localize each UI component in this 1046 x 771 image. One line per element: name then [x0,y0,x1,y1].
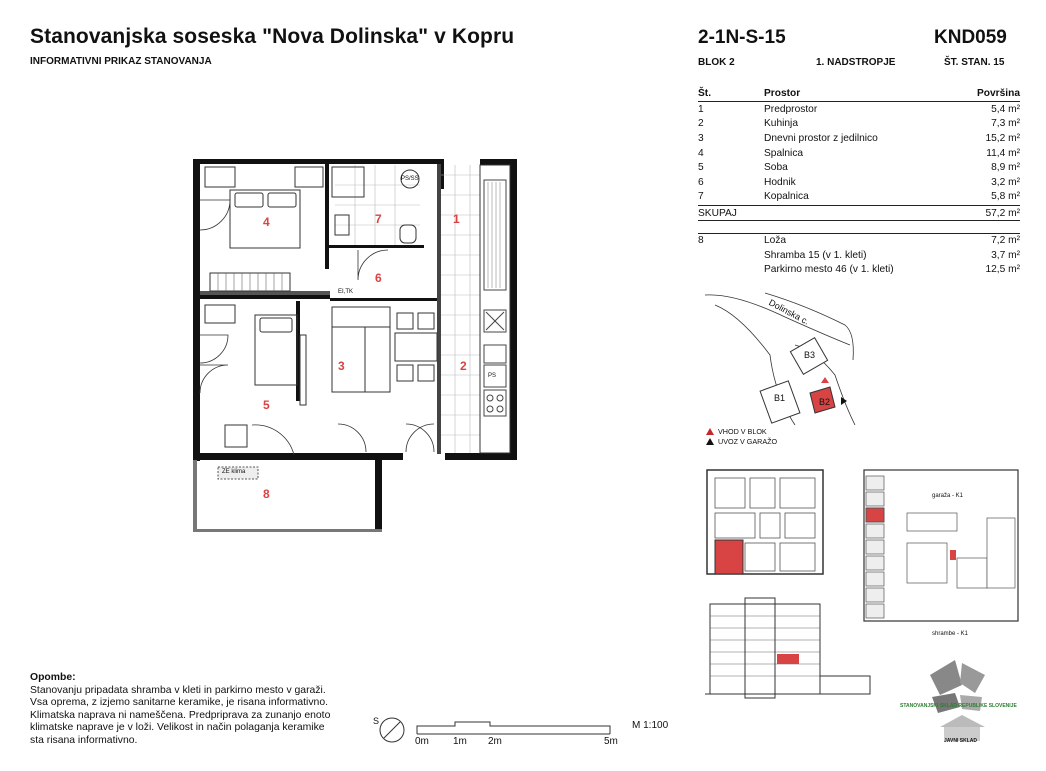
street-label: Dolinska c. [767,297,811,327]
scale-ratio: M 1:100 [632,720,669,731]
garage-label: garaža - K1 [932,493,964,499]
legend-garage-text: UVOZ V GARAŽO [718,437,778,446]
row-room: Kuhinja [764,118,798,130]
floor-mini-plan-drawing [705,468,825,578]
notes-title: Opombe: [30,672,76,683]
table-row [698,248,1020,263]
table-row [698,146,1020,161]
knd-code: KND059 [934,27,1007,48]
section-mini-plan-drawing [705,596,875,706]
legend-entrance-text: VHOD V BLOK [718,427,767,436]
ps-label: PS [488,373,497,379]
row-area: 12,5 m² [985,264,1020,276]
table-row [698,190,1020,205]
row-room: Predprostor [764,103,818,115]
block-b1-label: B1 [774,393,786,403]
table-row [698,262,1020,277]
page-title: Stanovanjska soseska "Nova Dolinska" v Kopru [30,25,515,48]
scale-tick-1: 1m [453,736,467,747]
scale-tick-2: 2m [488,736,502,747]
page-subtitle: INFORMATIVNI PRIKAZ STANOVANJA [30,56,212,67]
block-label: BLOK 2 [698,57,735,68]
table-row [698,175,1020,190]
table-row [698,117,1020,132]
table-total-row [698,205,1020,221]
row-area: 7,3 m² [991,118,1020,130]
notes [30,672,360,748]
room-table [698,86,1020,277]
row-area: 7,2 m² [991,235,1020,247]
notes-line: klimatske naprave je v loži. Velikost in način polaganja keramike [30,722,325,734]
total-area: 57,2 m² [985,207,1020,219]
col-header-room: Prostor [764,88,801,99]
legend-entrance [706,427,777,437]
col-header-no: Št. [698,88,712,99]
table-row [698,160,1020,175]
row-no: 1 [698,103,704,115]
room-number-1: 1 [453,212,460,226]
scale-bar [370,712,680,752]
row-no: 6 [698,176,704,188]
total-label: SKUPAJ [698,207,737,219]
logo [900,655,1022,750]
block-b2-label: B2 [819,397,831,407]
row-room: Kopalnica [764,191,809,203]
legend-garage [706,437,777,447]
row-room: Spalnica [764,147,804,159]
section-mini-plan [705,596,875,706]
row-area: 5,8 m² [991,191,1020,203]
room-number-6: 6 [375,271,382,285]
room-number-8: 8 [263,487,270,501]
row-room: Parkirno mesto 46 (v 1. kleti) [764,264,894,276]
table-row [698,233,1020,248]
logo-bottom-text: JAVNI SKLAD [944,738,977,744]
notes-line: Stanovanju pripadata shramba v kleti in parkirno mesto v garaži. [30,684,326,696]
row-no: 2 [698,118,704,130]
logo-top-text: STANOVANJSKI SKLAD REPUBLIKE SLOVENIJE [900,703,1017,709]
table-row [698,102,1020,117]
entrance-triangle-icon [706,428,714,435]
room-number-2: 2 [460,359,467,373]
row-area: 15,2 m² [985,132,1020,144]
notes-line: Klimatska naprava ni nameščena. Predpriprava za zunanjo enoto [30,709,331,721]
unit-code: 2-1N-S-15 [698,27,786,48]
notes-line: Vsa oprema, z izjemo sanitarne keramike, je risana informativno. [30,697,328,709]
floor-plan [190,155,520,535]
room-number-4: 4 [263,215,270,229]
ps-ss-label: PS/SS [401,176,419,182]
col-header-area: Površina [976,88,1020,99]
row-room: Dnevni prostor z jedilnico [764,132,878,144]
row-no: 3 [698,132,704,144]
row-area: 11,4 m² [986,147,1020,159]
ze-klima-label: ZE klima [222,469,246,475]
row-no: 7 [698,191,704,203]
floor-label: 1. NADSTROPJE [816,57,896,68]
site-map [695,285,865,425]
room-number-5: 5 [263,398,270,412]
row-room: Shramba 15 (v 1. kleti) [764,249,867,261]
floor-plan-drawing [190,155,520,535]
garage-mini-plan-drawing [862,468,1020,623]
ei-tk-label: EI,TK [338,289,354,295]
room-number-3: 3 [338,359,345,373]
row-area: 5,4 m² [991,103,1020,115]
storage-label: shrambe - K1 [932,631,969,637]
garage-mini-plan [862,468,1020,637]
row-room: Loža [764,235,787,247]
notes-line: sta risana informativno. [30,734,138,746]
table-header-row [698,86,1020,102]
unit-number-label: ŠT. STAN. 15 [944,57,1005,68]
row-no: 8 [698,235,704,247]
row-area: 8,9 m² [991,162,1020,174]
row-area: 3,2 m² [991,176,1020,188]
scale-tick-0: 0m [415,736,429,747]
row-no: 5 [698,162,704,174]
room-number-7: 7 [375,212,382,226]
site-legend [706,427,777,447]
row-room: Soba [764,162,788,174]
floor-mini-plan [705,468,825,578]
north-label: S [373,716,380,726]
block-b3-label: B3 [804,350,816,360]
scale-tick-5: 5m [604,736,618,747]
table-row [698,131,1020,146]
garage-triangle-icon [706,438,714,445]
row-no: 4 [698,147,704,159]
row-area: 3,7 m² [991,249,1020,261]
row-room: Hodnik [764,176,796,188]
